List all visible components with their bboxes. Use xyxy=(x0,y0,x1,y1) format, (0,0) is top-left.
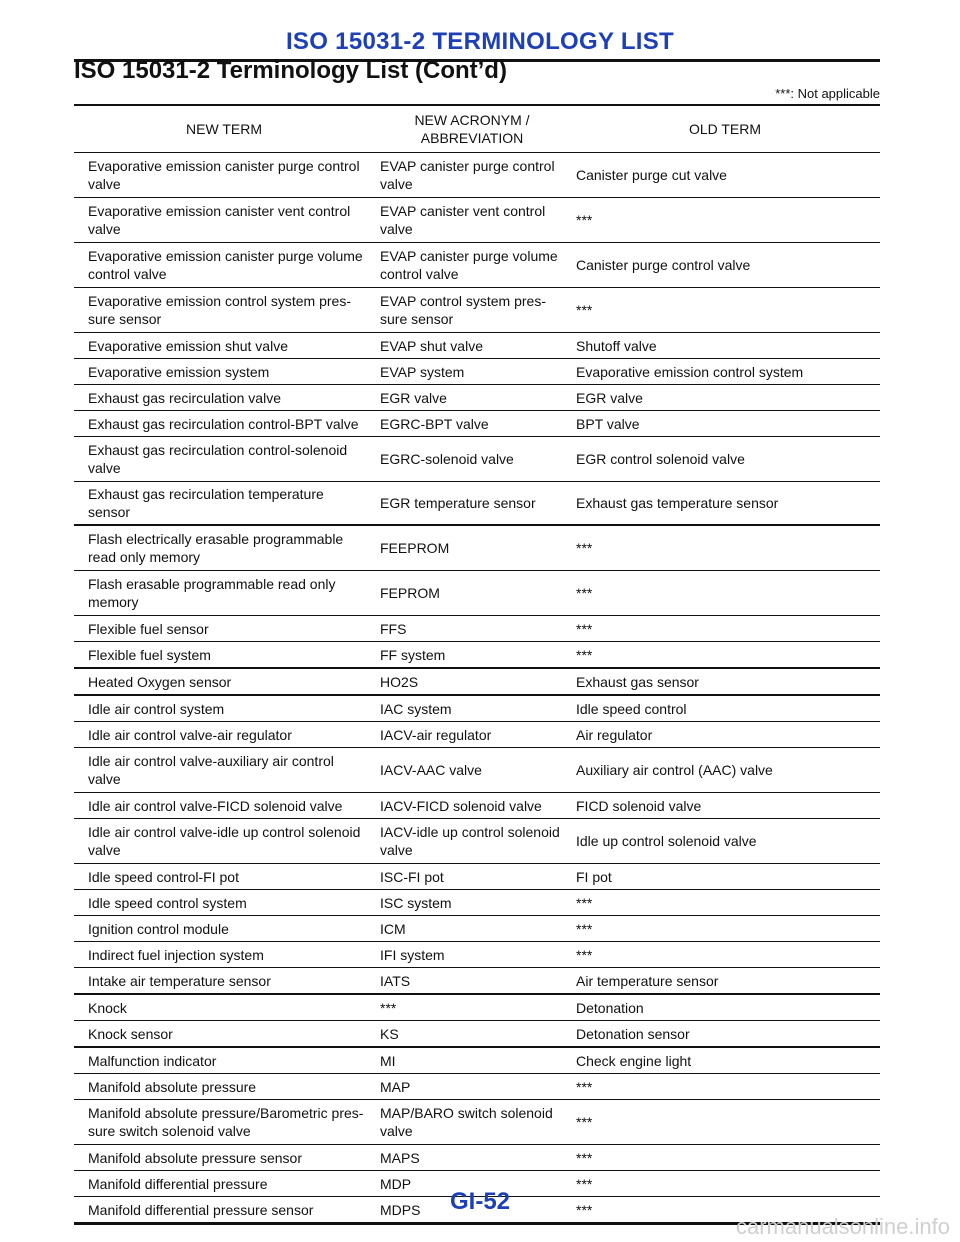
new-acronym-cell: IAC system xyxy=(374,695,570,722)
new-acronym-cell: ICM xyxy=(374,916,570,942)
old-term-cell: Detonation xyxy=(570,994,880,1021)
terminology-table xyxy=(74,104,880,1225)
new-term-cell: Evaporative emission shut valve xyxy=(74,333,374,359)
table-row xyxy=(74,153,880,198)
old-term-cell: *** xyxy=(570,642,880,669)
old-term-cell: FICD solenoid valve xyxy=(570,793,880,819)
new-acronym-cell: IATS xyxy=(374,968,570,995)
old-term-cell: Evaporative emission control system xyxy=(570,359,880,385)
new-term-cell: Flexible fuel system xyxy=(74,642,374,669)
new-acronym-cell: FEPROM xyxy=(374,571,570,616)
old-term-cell: *** xyxy=(570,571,880,616)
new-acronym-cell: HO2S xyxy=(374,668,570,695)
table-row xyxy=(74,695,880,722)
table-row xyxy=(74,748,880,793)
new-term-cell: Manifold absolute pressure sensor xyxy=(74,1145,374,1171)
header-new-acronym: NEW ACRONYM / ABBREVIATION xyxy=(374,105,570,153)
new-term-cell: Malfunction indicator xyxy=(74,1047,374,1074)
table-row xyxy=(74,288,880,333)
table-row xyxy=(74,864,880,890)
table-row xyxy=(74,916,880,942)
old-term-cell: Detonation sensor xyxy=(570,1021,880,1048)
new-term-cell: Manifold absolute pressure/Barometric pres- sure switch solenoid valve xyxy=(74,1100,374,1145)
new-acronym-cell: EVAP canister vent control valve xyxy=(374,198,570,243)
new-acronym-cell: EGRC-BPT valve xyxy=(374,411,570,437)
new-acronym-cell: EVAP shut valve xyxy=(374,333,570,359)
new-term-cell: Manifold differential pressure sensor xyxy=(74,1197,374,1224)
new-acronym-cell: MAP xyxy=(374,1074,570,1100)
old-term-cell: Auxiliary air control (AAC) valve xyxy=(570,748,880,793)
new-term-cell: Knock sensor xyxy=(74,1021,374,1048)
table-row xyxy=(74,243,880,288)
new-term-cell: Idle speed control-FI pot xyxy=(74,864,374,890)
new-acronym-cell: ISC system xyxy=(374,890,570,916)
new-acronym-cell: IACV-FICD solenoid valve xyxy=(374,793,570,819)
new-acronym-cell: EGRC-solenoid valve xyxy=(374,437,570,482)
table-row xyxy=(74,1145,880,1171)
old-term-cell: *** xyxy=(570,288,880,333)
old-term-cell: *** xyxy=(570,1074,880,1100)
table-row xyxy=(74,1100,880,1145)
new-term-cell: Idle speed control system xyxy=(74,890,374,916)
new-term-cell: Evaporative emission canister vent control valve xyxy=(74,198,374,243)
new-acronym-cell: MDPS xyxy=(374,1197,570,1224)
table-row xyxy=(74,616,880,642)
new-acronym-cell: FFS xyxy=(374,616,570,642)
old-term-cell: BPT valve xyxy=(570,411,880,437)
new-term-cell: Manifold differential pressure xyxy=(74,1171,374,1197)
old-term-cell: EGR control solenoid valve xyxy=(570,437,880,482)
new-term-cell: Exhaust gas recirculation control-BPT valve xyxy=(74,411,374,437)
old-term-cell: Canister purge control valve xyxy=(570,243,880,288)
new-term-cell: Idle air control valve-FICD solenoid valve xyxy=(74,793,374,819)
header-old-term: OLD TERM xyxy=(570,105,880,153)
old-term-cell: *** xyxy=(570,1171,880,1197)
new-term-cell: Evaporative emission system xyxy=(74,359,374,385)
table-row xyxy=(74,1047,880,1074)
new-acronym-cell: MAPS xyxy=(374,1145,570,1171)
old-term-cell: *** xyxy=(570,616,880,642)
old-term-cell: Exhaust gas temperature sensor xyxy=(570,482,880,526)
new-acronym-cell: IFI system xyxy=(374,942,570,968)
old-term-cell: FI pot xyxy=(570,864,880,890)
old-term-cell: *** xyxy=(570,525,880,571)
new-term-cell: Ignition control module xyxy=(74,916,374,942)
table-row xyxy=(74,668,880,695)
new-acronym-cell: EGR temperature sensor xyxy=(374,482,570,526)
new-acronym-cell: KS xyxy=(374,1021,570,1048)
new-term-cell: Idle air control valve-air regulator xyxy=(74,722,374,748)
old-term-cell: *** xyxy=(570,916,880,942)
header-new-term: NEW TERM xyxy=(74,105,374,153)
new-term-cell: Manifold absolute pressure xyxy=(74,1074,374,1100)
new-term-cell: Exhaust gas recirculation control-solenoid valve xyxy=(74,437,374,482)
new-acronym-cell: IACV-air regulator xyxy=(374,722,570,748)
table-header-row xyxy=(74,105,880,153)
new-term-cell: Evaporative emission canister purge control valve xyxy=(74,153,374,198)
old-term-cell: *** xyxy=(570,1100,880,1145)
new-term-cell: Knock xyxy=(74,994,374,1021)
old-term-cell: *** xyxy=(570,1197,880,1224)
table-row xyxy=(74,1021,880,1048)
table-row xyxy=(74,333,880,359)
new-term-cell: Flexible fuel sensor xyxy=(74,616,374,642)
new-term-cell: Exhaust gas recirculation valve xyxy=(74,385,374,411)
old-term-cell: Shutoff valve xyxy=(570,333,880,359)
table-row xyxy=(74,890,880,916)
old-term-cell: Idle speed control xyxy=(570,695,880,722)
new-term-cell: Idle air control valve-auxiliary air control valve xyxy=(74,748,374,793)
table-row xyxy=(74,642,880,669)
new-acronym-cell: EVAP canister purge control valve xyxy=(374,153,570,198)
table-row xyxy=(74,359,880,385)
table-row xyxy=(74,482,880,526)
new-acronym-cell: ISC-FI pot xyxy=(374,864,570,890)
old-term-cell: Idle up control solenoid valve xyxy=(570,819,880,864)
table-row xyxy=(74,968,880,995)
table-row xyxy=(74,942,880,968)
table-row xyxy=(74,571,880,616)
new-acronym-cell: FEEPROM xyxy=(374,525,570,571)
table-row xyxy=(74,1074,880,1100)
new-term-cell: Flash electrically erasable programmable read only memory xyxy=(74,525,374,571)
new-acronym-cell: IACV-AAC valve xyxy=(374,748,570,793)
old-term-cell: Exhaust gas sensor xyxy=(570,668,880,695)
new-acronym-cell: MI xyxy=(374,1047,570,1074)
table-row xyxy=(74,722,880,748)
page-section-title: ISO 15031-2 TERMINOLOGY LIST xyxy=(285,28,675,55)
old-term-cell: Check engine light xyxy=(570,1047,880,1074)
new-term-cell: Idle air control system xyxy=(74,695,374,722)
watermark: carmanualsonline.info xyxy=(735,1214,950,1239)
not-applicable-note: ***: Not applicable xyxy=(775,86,880,101)
new-acronym-cell: FF system xyxy=(374,642,570,669)
new-acronym-cell: EVAP canister purge volume control valve xyxy=(374,243,570,288)
table-row xyxy=(74,793,880,819)
table-row xyxy=(74,819,880,864)
new-acronym-cell: MDP xyxy=(374,1171,570,1197)
old-term-cell: Canister purge cut valve xyxy=(570,153,880,198)
new-term-cell: Flash erasable programmable read only memory xyxy=(74,571,374,616)
new-acronym-cell: EVAP system xyxy=(374,359,570,385)
new-term-cell: Evaporative emission canister purge volume control valve xyxy=(74,243,374,288)
table-row xyxy=(74,411,880,437)
old-term-cell: *** xyxy=(570,942,880,968)
table-row xyxy=(74,525,880,571)
new-acronym-cell: EVAP control system pres- sure sensor xyxy=(374,288,570,333)
new-acronym-cell: *** xyxy=(374,994,570,1021)
page-subtitle: ISO 15031-2 Terminology List (Cont’d) xyxy=(74,57,507,84)
new-term-cell: Intake air temperature sensor xyxy=(74,968,374,995)
new-acronym-cell: MAP/BARO switch solenoid valve xyxy=(374,1100,570,1145)
new-term-cell: Heated Oxygen sensor xyxy=(74,668,374,695)
old-term-cell: Air temperature sensor xyxy=(570,968,880,995)
old-term-cell: *** xyxy=(570,890,880,916)
table-row xyxy=(74,198,880,243)
new-term-cell: Exhaust gas recirculation temperature sensor xyxy=(74,482,374,526)
old-term-cell: *** xyxy=(570,198,880,243)
new-term-cell: Idle air control valve-idle up control solenoid valve xyxy=(74,819,374,864)
old-term-cell: *** xyxy=(570,1145,880,1171)
old-term-cell: EGR valve xyxy=(570,385,880,411)
table-row xyxy=(74,437,880,482)
table-row xyxy=(74,994,880,1021)
old-term-cell: Air regulator xyxy=(570,722,880,748)
page-number: GI-52 xyxy=(449,1188,511,1215)
new-term-cell: Indirect fuel injection system xyxy=(74,942,374,968)
new-term-cell: Evaporative emission control system pres- sure sensor xyxy=(74,288,374,333)
new-acronym-cell: IACV-idle up control solenoid valve xyxy=(374,819,570,864)
table-row xyxy=(74,385,880,411)
new-acronym-cell: EGR valve xyxy=(374,385,570,411)
